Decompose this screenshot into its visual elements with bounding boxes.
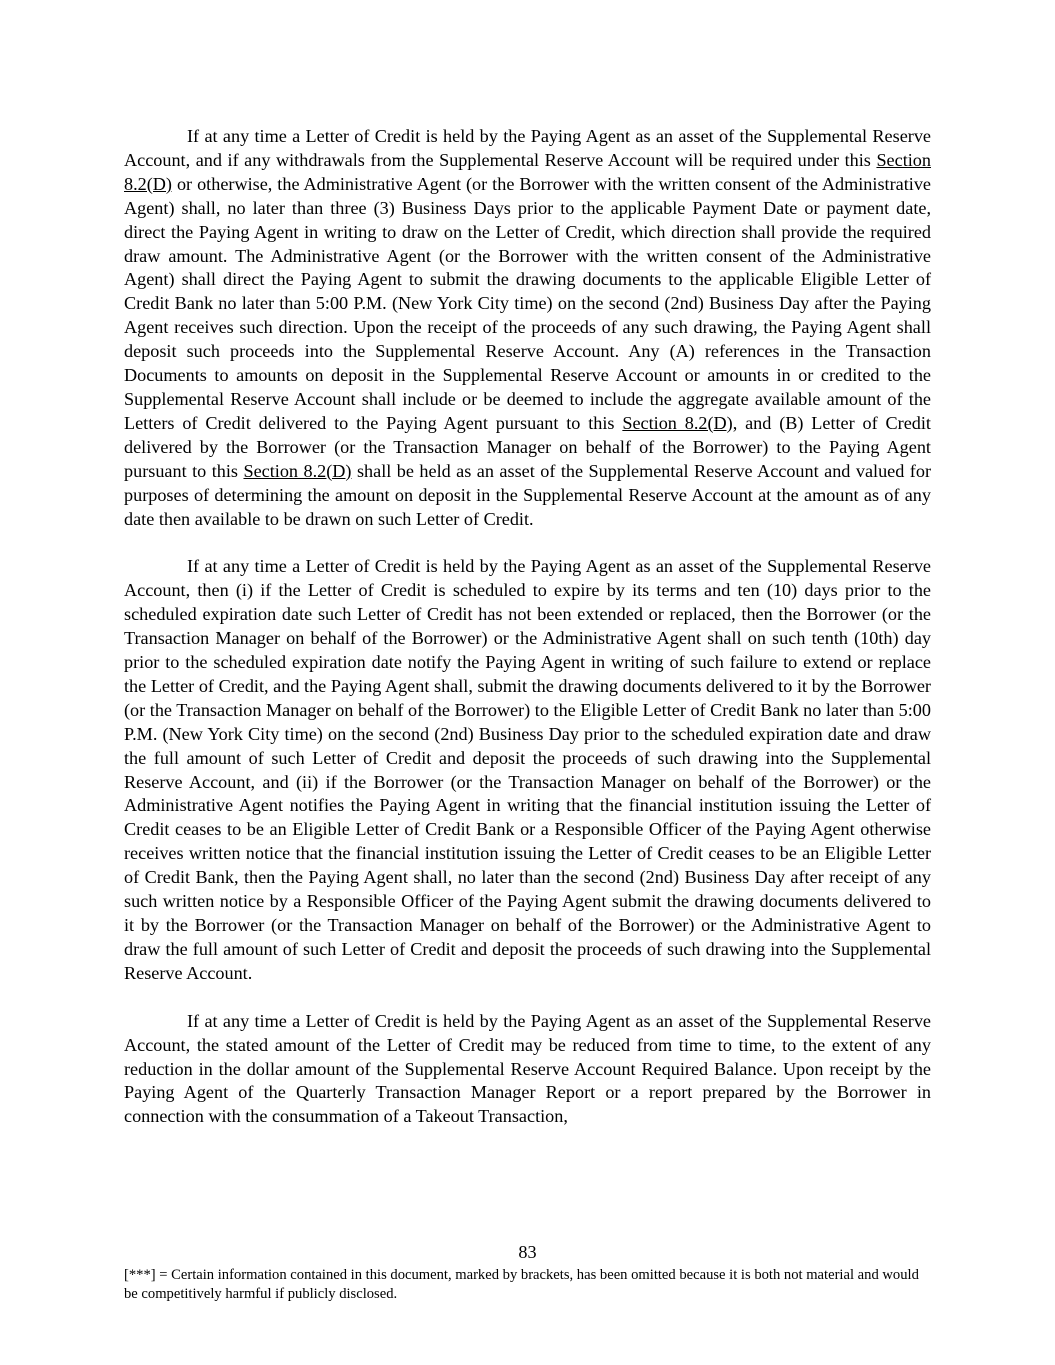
paragraph-text: or otherwise, the Administrative Agent (or the Borrower with the written consent of the Administrative Agent) shall, no later than three (3) Business Days prior to the applicable Payment Date or payment date, direct the Paying Agent in writing to draw on the Letter of Credit, which direction shall provide the required draw amount. The Administrative Agent (or the Borrower with the written consent of the Administrative Agent) shall direct the Paying Agent to submit the drawing documents to the applicable Eligible Letter of Credit Bank no later than 5:00 P.M. (New York City time) on the second (2nd) Business Day after the Paying Agent receives such direction. Upon the receipt of the proceeds of any such drawing, the Paying Agent shall deposit such proceeds into the Supplemental Reserve Account. Any (A) references in the Transaction Documents to amounts on deposit in the Supplemental Reserve Account or amounts in or credited to the Supplemental Reserve Account shall include or be deemed to include the aggregate available amount of the Letters of Credit delivered to the Paying Agent pursuant to this <box>124 173 931 433</box>
paragraph-text: shall be held as an asset of the Supplemental Reserve Account and valued for purposes of determining the amount on deposit in the Supplemental Reserve Account at the amount as of any date then available to be drawn on such Letter of Credit. <box>124 460 932 529</box>
section-reference-link: Section 8.2(D) <box>243 460 352 481</box>
page-number: 83 <box>518 1242 537 1262</box>
footnote-disclaimer: [***] = Certain information contained in this document, marked by brackets, has been omitted because it is both not material and would be competitively harmful if publicly disclosed. <box>124 1267 919 1302</box>
paragraph-letter-of-credit-expiration <box>124 555 931 985</box>
section-reference-link: Section 8.2(D), <box>622 412 738 433</box>
paragraph-text: If at any time a Letter of Credit is held by the Paying Agent as an asset of the Supplemental Reserve Account, the stated amount of the Letter of Credit may be reduced from time to time, to the extent of any reduction in the dollar amount of the Supplemental Reserve Account Required Balance. Upon receipt by the Paying Agent of the Quarterly Transaction Manager Report or a report prepared by the Borrower in connection with the consummation of a Takeout Transaction, <box>124 1010 931 1127</box>
paragraph-letter-of-credit-withdrawals <box>124 125 931 531</box>
document-body <box>124 125 931 1153</box>
paragraph-text: If at any time a Letter of Credit is held by the Paying Agent as an asset of the Supplemental Reserve Account, then (i) if the Letter of Credit is scheduled to expire by its terms and ten (10) days prior to the scheduled expiration date such Letter of Credit has not been extended or replaced, then the Borrower (or the Transaction Manager on behalf of the Borrower) or the Administrative Agent shall on such tenth (10th) day prior to the scheduled expiration date notify the Paying Agent in writing of such failure to extend or replace the Letter of Credit, and the Paying Agent shall, submit the drawing documents delivered to it by the Borrower (or the Transaction Manager on behalf of the Borrower) to the Eligible Letter of Credit Bank no later than 5:00 P.M. (New York City time) on the second (2nd) Business Day prior to the scheduled expiration date and draw the full amount of such Letter of Credit and deposit the proceeds of such drawing into the Supplemental Reserve Account, and (ii) if the Borrower (or the Transaction Manager on behalf of the Borrower) or the Administrative Agent notifies the Paying Agent in writing that the financial institution issuing the Letter of Credit ceases to be an Eligible Letter of Credit Bank or a Responsible Officer of the Paying Agent otherwise receives written notice that the financial institution issuing the Letter of Credit ceases to be an Eligible Letter of Credit Bank, then the Paying Agent shall, no later than the second (2nd) Business Day after receipt of any such written notice by a Responsible Officer of the Paying Agent submit the drawing documents delivered to it by the Borrower (or the Transaction Manager on behalf of the Borrower) or the Administrative Agent to draw the full amount of such Letter of Credit and deposit the proceeds of such drawing into the Supplemental Reserve Account. <box>124 556 931 983</box>
paragraph-letter-of-credit-reduction <box>124 1010 931 1130</box>
section-reference-link: Section 8.2(D) <box>124 149 931 194</box>
paragraph-text: and (B) Letter of Credit delivered by the Borrower (or the Transaction Manager on behalf of the Borrower) to the Paying Agent pursuant to this <box>124 412 931 481</box>
paragraph-text: If at any time a Letter of Credit is held by the Paying Agent as an asset of the Supplemental Reserve Account, and if any withdrawals from the Supplemental Reserve Account will be required under this <box>124 126 931 170</box>
